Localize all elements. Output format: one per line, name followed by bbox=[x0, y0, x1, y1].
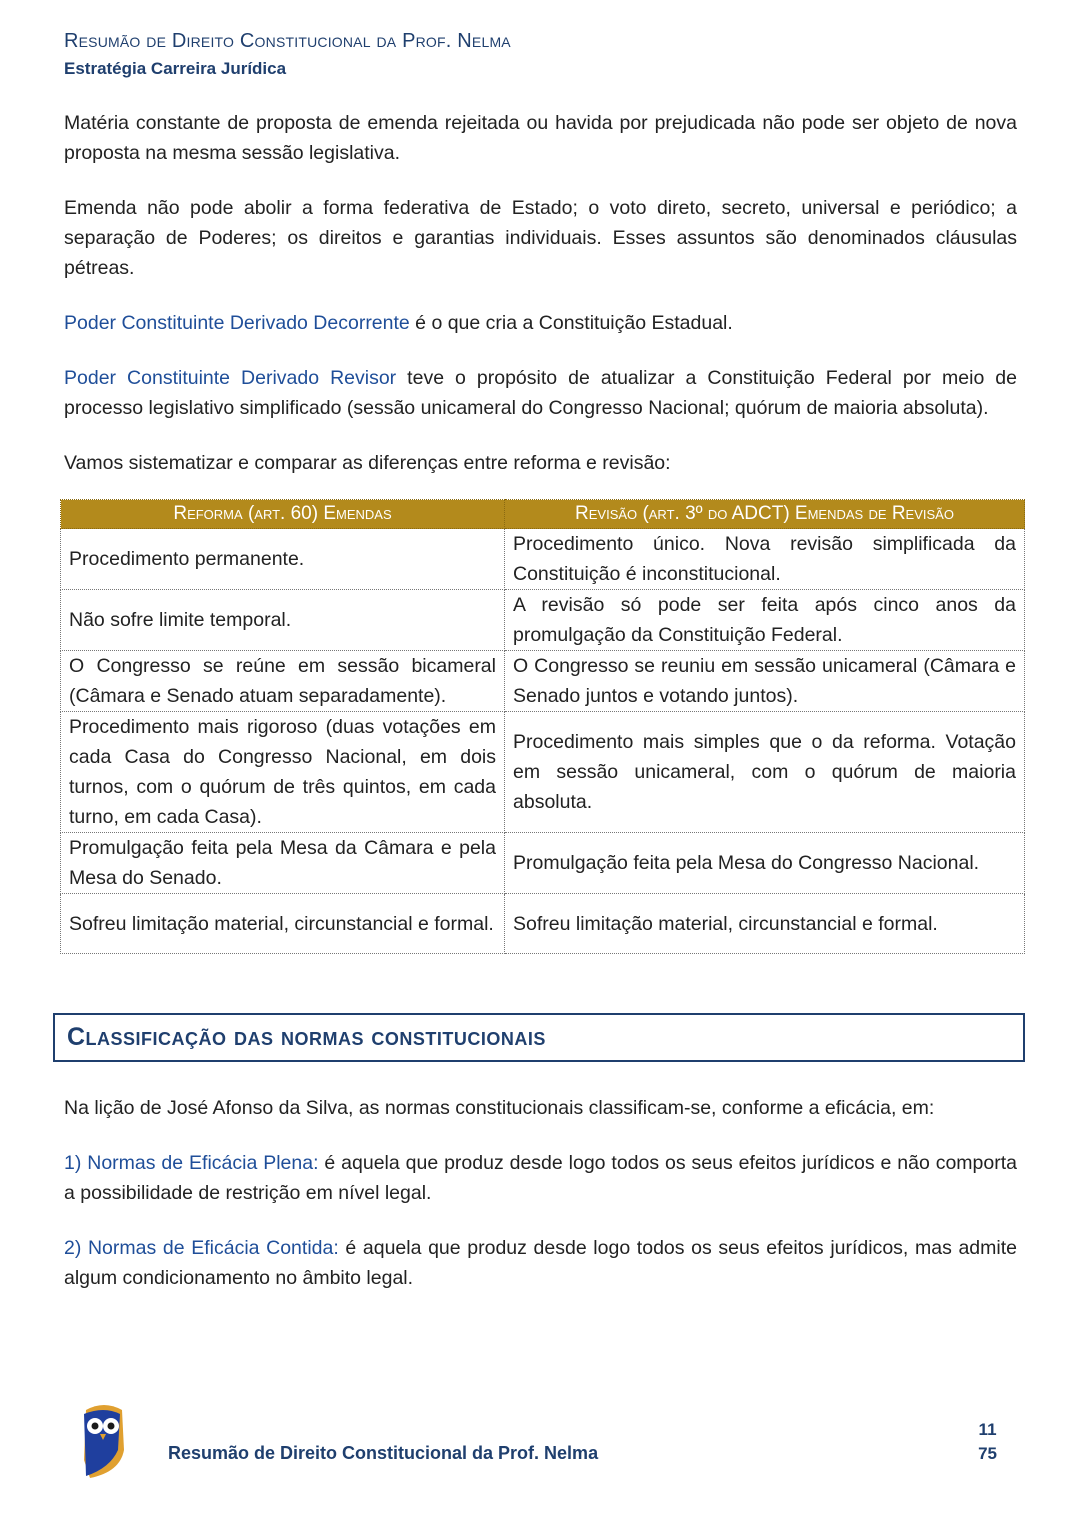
paragraph bbox=[64, 308, 1017, 338]
paragraph-text: teve o propósito de atualizar a Constituição Federal por meio de processo legislativo simplificado (sessão unicameral do Congresso Nacional; quórum de maioria absoluta). bbox=[64, 367, 1017, 419]
table-cell: Procedimento mais simples que o da reforma. Votação em sessão unicameral, com o quórum de maioria absoluta. bbox=[505, 712, 1025, 833]
header-title: Resumão de Direito Constitucional da Prof. Nelma bbox=[64, 30, 511, 52]
table-row bbox=[61, 833, 1025, 894]
header-subtitle: Estratégia Carreira Jurídica bbox=[64, 59, 287, 78]
table-header-row bbox=[61, 500, 1025, 529]
table-cell: Procedimento único. Nova revisão simplificada da Constituição é inconstitucional. bbox=[505, 529, 1025, 590]
section-content bbox=[64, 1093, 1017, 1318]
paragraph-text: é aquela que produz desde logo todos os seus efeitos jurídicos, mas admite algum condicionamento no âmbito legal. bbox=[64, 1237, 1017, 1289]
highlight-term: Poder Constituinte Derivado Revisor bbox=[64, 367, 397, 389]
section-heading-box bbox=[53, 1013, 1025, 1062]
table-cell: O Congresso se reúne em sessão bicameral (Câmara e Senado atuam separadamente). bbox=[61, 651, 505, 712]
current-page: 11 bbox=[978, 1420, 997, 1439]
page-number bbox=[978, 1418, 997, 1466]
section-title: Classificação das normas constitucionais bbox=[67, 1023, 546, 1051]
table-cell: O Congresso se reuniu em sessão unicameral (Câmara e Senado juntos e votando juntos). bbox=[505, 651, 1025, 712]
table-cell: Sofreu limitação material, circunstancial e formal. bbox=[505, 894, 1025, 954]
table-header-revisao: Revisão (art. 3º do ADCT) Emendas de Revisão bbox=[505, 500, 1025, 529]
table-cell: Promulgação feita pela Mesa do Congresso Nacional. bbox=[505, 833, 1025, 894]
paragraph: Matéria constante de proposta de emenda rejeitada ou havida por prejudicada não pode ser objeto de nova proposta na mesma sessão legislativa. bbox=[64, 112, 1017, 164]
footer-text: Resumão de Direito Constitucional da Prof. Nelma bbox=[168, 1443, 599, 1463]
page-header bbox=[64, 30, 511, 79]
paragraph-text: é aquela que produz desde logo todos os seus efeitos jurídicos e não comporta a possibilidade de restrição em nível legal. bbox=[64, 1152, 1018, 1204]
paragraph bbox=[64, 1148, 1017, 1208]
paragraph: Vamos sistematizar e comparar as diferenças entre reforma e revisão: bbox=[64, 452, 671, 474]
table-row bbox=[61, 590, 1025, 651]
highlight-term: Poder Constituinte Derivado Decorrente bbox=[64, 312, 410, 334]
table-cell: Promulgação feita pela Mesa da Câmara e pela Mesa do Senado. bbox=[61, 833, 505, 894]
owl-logo-icon bbox=[80, 1400, 128, 1485]
table-row bbox=[61, 894, 1025, 954]
table-row bbox=[61, 712, 1025, 833]
table-row bbox=[61, 651, 1025, 712]
paragraph: Na lição de José Afonso da Silva, as normas constitucionais classificam-se, conforme a eficácia, em: bbox=[64, 1097, 935, 1119]
table-cell: Procedimento permanente. bbox=[61, 529, 505, 590]
paragraph: Emenda não pode abolir a forma federativa de Estado; o voto direto, secreto, universal e periódico; a separação de Poderes; os direitos e garantias individuais. Esses assuntos são denominados cláusulas pétreas. bbox=[64, 197, 1017, 279]
paragraph bbox=[64, 363, 1017, 423]
paragraph-text: é o que cria a Constituição Estadual. bbox=[409, 312, 733, 334]
highlight-term: 2) Normas de Eficácia Contida: bbox=[64, 1237, 339, 1259]
table-cell: Não sofre limite temporal. bbox=[61, 590, 505, 651]
paragraph bbox=[64, 1233, 1017, 1293]
main-content bbox=[64, 108, 1017, 954]
table-header-reforma: Reforma (art. 60) Emendas bbox=[61, 500, 505, 529]
table-cell: Sofreu limitação material, circunstancial e formal. bbox=[61, 894, 505, 954]
total-pages: 75 bbox=[978, 1444, 997, 1463]
table-row bbox=[61, 529, 1025, 590]
highlight-term: 1) Normas de Eficácia Plena: bbox=[64, 1152, 319, 1174]
table-cell: A revisão só pode ser feita após cinco anos da promulgação da Constituição Federal. bbox=[505, 590, 1025, 651]
comparison-table bbox=[60, 499, 1025, 954]
table-cell: Procedimento mais rigoroso (duas votações em cada Casa do Congresso Nacional, em dois turnos, com o quórum de três quintos, em cada turno, em cada Casa). bbox=[61, 712, 505, 833]
